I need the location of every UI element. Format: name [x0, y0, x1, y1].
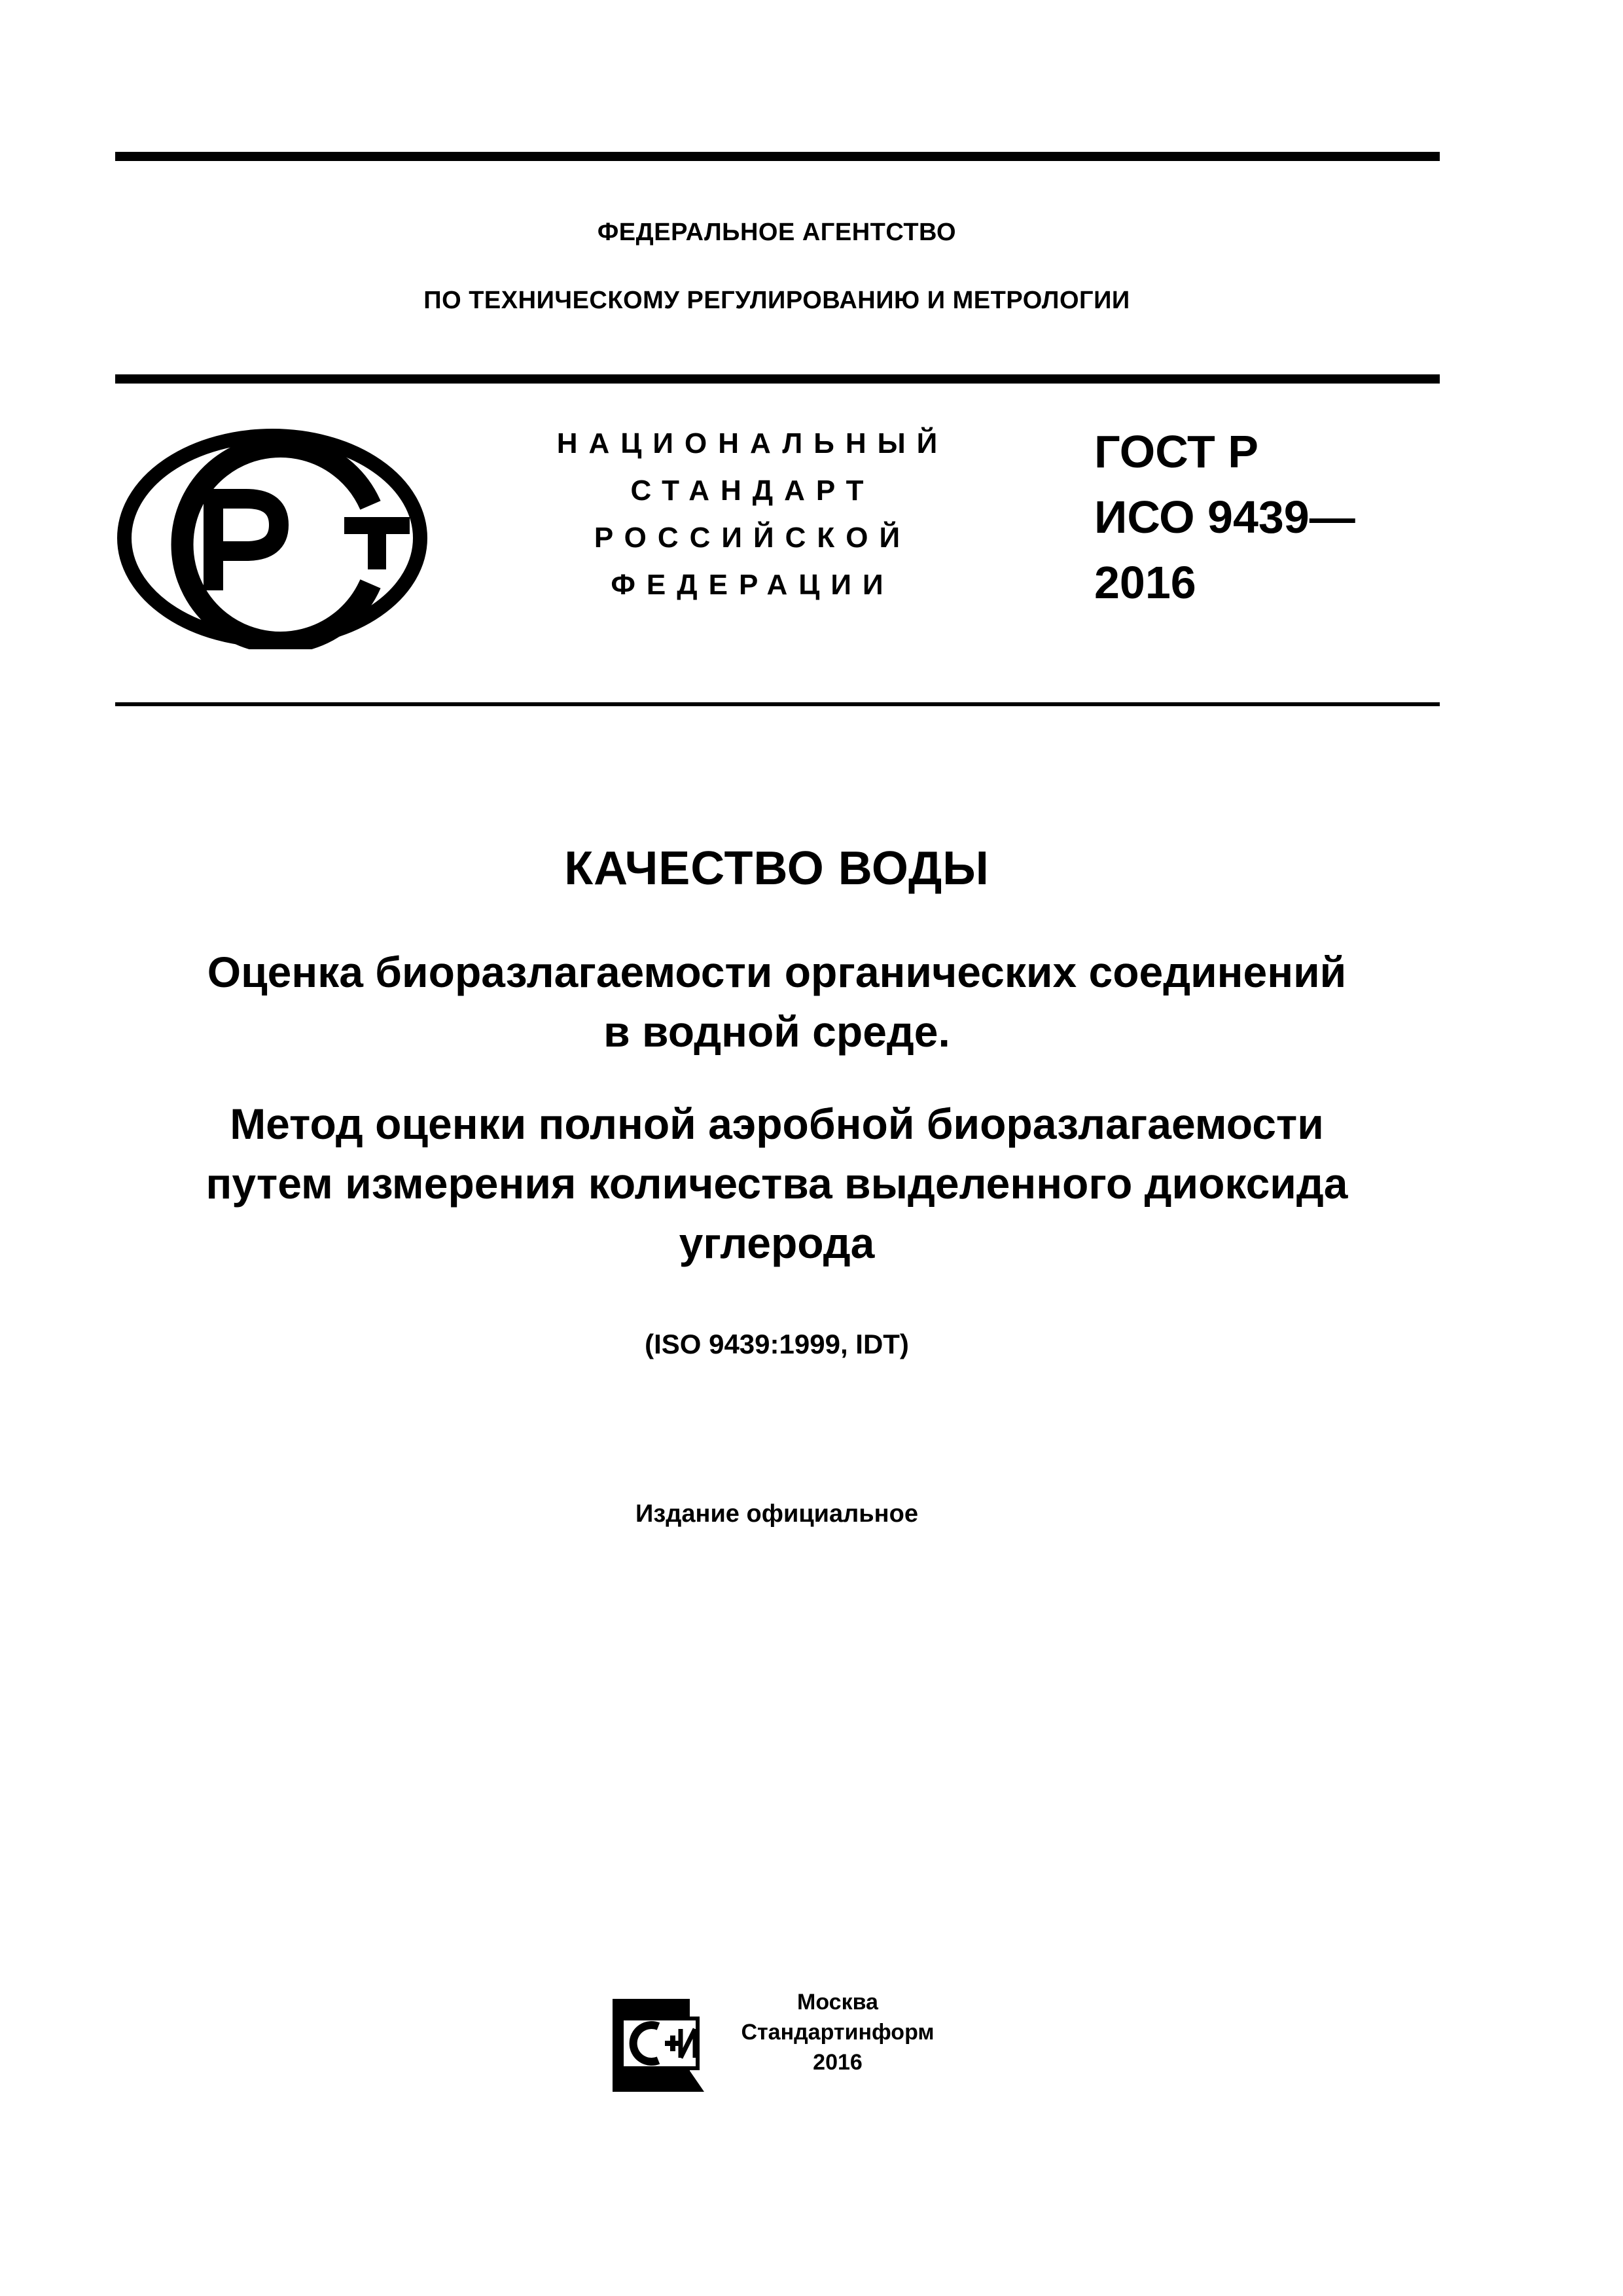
subtitle-line: углерода — [679, 1219, 875, 1267]
designation-line: ИСО 9439— — [1094, 492, 1355, 543]
designation-line: ГОСТ Р — [1094, 426, 1258, 477]
middle-rule — [115, 374, 1440, 384]
publisher-info — [726, 1987, 949, 2077]
publisher-city: Москва — [797, 1990, 878, 2015]
publisher-name: Стандартинформ — [741, 2020, 935, 2045]
top-rule — [115, 152, 1440, 161]
national-standard-line: РОССИЙСКОЙ — [594, 522, 912, 554]
national-standard-line: НАЦИОНАЛЬНЫЙ — [556, 427, 949, 459]
subtitle-1 — [0, 942, 1554, 1062]
document-title: КАЧЕСТВО ВОДЫ — [564, 842, 990, 895]
iso-reference: (ISO 9439:1999, IDT) — [645, 1329, 909, 1359]
agency-line-2: ПО ТЕХНИЧЕСКОМУ РЕГУЛИРОВАНИЮ И МЕТРОЛОГИИ — [423, 287, 1130, 314]
subtitle-2 — [0, 1094, 1554, 1273]
subtitle-line: Метод оценки полной аэробной биоразлагаемости — [230, 1100, 1324, 1148]
standartinform-logo-icon — [613, 1992, 708, 2100]
designation-line: 2016 — [1094, 557, 1196, 608]
standard-designation — [1094, 419, 1461, 615]
subtitle-line: в водной среде. — [603, 1007, 950, 1056]
national-standard-line: СТАНДАРТ — [630, 475, 875, 507]
subtitle-line: путем измерения количества выделенного диоксида — [205, 1159, 1348, 1208]
subtitle-line: Оценка биоразлагаемости органических соединений — [207, 948, 1347, 996]
national-standard-label — [524, 420, 982, 609]
publisher-year: 2016 — [813, 2050, 863, 2075]
agency-line-1: ФЕДЕРАЛЬНОЕ АГЕНТСТВО — [597, 219, 957, 246]
national-standard-line: ФЕДЕРАЦИИ — [611, 569, 895, 601]
edition-label: Издание официальное — [635, 1500, 918, 1528]
rst-logo-icon — [115, 427, 429, 649]
bottom-rule — [115, 702, 1440, 706]
